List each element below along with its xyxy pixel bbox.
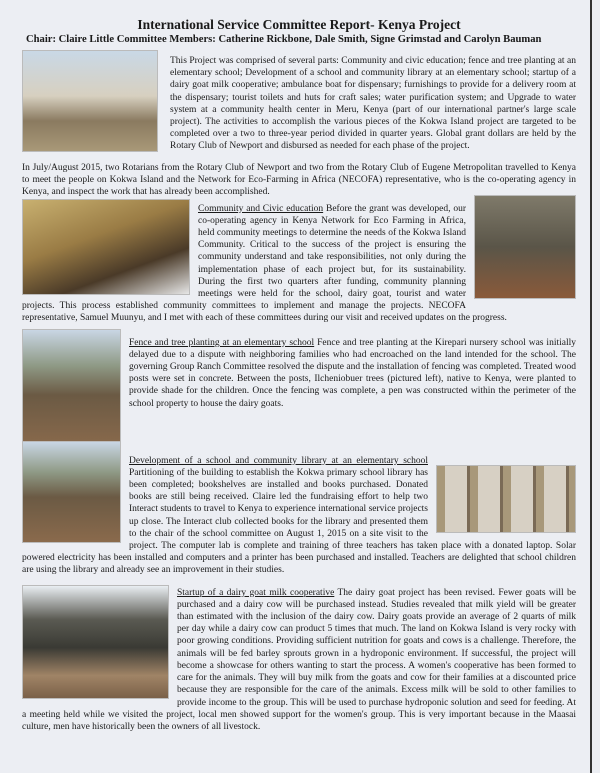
intro-section <box>22 50 576 154</box>
photo-library-shelves <box>436 465 576 533</box>
photo-committee-table <box>474 195 576 299</box>
library-body: Partitioning of the building to establish the Kokwa primary school library has been completed; bookshelves are installed and books purchased. Donated books are still being received. Claire led the fundraising effort to help two Interact students to travel to Kenya to experience international service projects up close. The Interact club collected books for the library and presented them to the chair of the school committee on August 1, 2015 on a site visit to the project. The computer lab is complete and training of three teachers has taken place with a donated laptop. Solar powered electricity has been installed and computers and a printer has been purchased and installed. Teachers are delighted that school children are using the library and already see an improvement in their studies. <box>22 467 576 576</box>
photo-rocky-ground <box>22 441 121 543</box>
photo-goat-pen-construction <box>22 585 169 699</box>
page-edge <box>590 0 592 773</box>
community-heading: Community and Civic education <box>198 203 324 214</box>
section-fence <box>22 329 576 451</box>
fence-body: Fence and tree planting at the Kirepari nursery school was initially delayed due to a dispute with neighboring families who had encroached on the land intended for the school. The governing Group Ranch Committee resolved the dispute and the installation of fencing was completed. Treated wood posts were set in concrete. Between the posts, Ilcheniobuer trees (pictured left), native to Kenya, were planted to provide shade for the children. Once the fencing was complete, a pen was constructed within the perimeter of the school property to house the dairy goats. <box>129 337 576 409</box>
section-library <box>22 441 576 577</box>
library-heading: Development of a school and community library at an elementary school <box>129 455 428 466</box>
goat-heading: Startup of a dairy goat milk cooperative <box>177 587 335 598</box>
committee-line: Chair: Claire Little Committee Members: Catherine Rickbone, Dale Smith, Signe Grimstad and Carolyn Bauman <box>26 34 542 45</box>
report-title: International Service Committee Report- Kenya Project <box>137 17 461 32</box>
report-page <box>22 16 576 733</box>
section-community <box>22 187 576 325</box>
intro-paragraph: This Project was comprised of several parts: Community and civic education; fence and tree planting at an elementary school; Development of a school and community library at an elementary school; startup of a dairy goat milk cooperative; ambulance boat for dispensary; furnishings to provide for a delivery room at the dispensary; tourist toilets and huts for craft sales; water purification system; and Upgrade to water system at a community health center in Meru, Kenya (part of our international partner's large scale project). The activities to accomplish the various pieces of the Kokwa Island project are targeted to be completed over a two to three-year period divided in quarter years. Global grant dollars are held by the Rotary Club of Newport and disbursed as needed for each phase of the project. <box>170 56 576 152</box>
section-dairy-goat <box>22 585 576 733</box>
community-body: Before the grant was developed, our co-operating agency in Kenya Network for Eco Farming in Africa, held community meetings to determine the needs of the Kokwa Island Community. Critical to the success of the project is ensuring the community understand and take responsibilities, not only during the implementation phase of each project but, for its sustainability. During the first two quarters after funding, community planning meetings were held for the school, dairy goat, tourist and water projects. This process established community committees to implement and manage the projects. NECOFA representative, Samuel Muunyu, and I met with each of these committees during our visit and received updates on the progress. <box>22 203 507 324</box>
photo-rotarians-handshake <box>22 50 158 152</box>
photo-fence-trees <box>22 329 121 449</box>
fence-heading: Fence and tree planting at an elementary school <box>129 337 315 348</box>
visit-paragraph: In July/August 2015, two Rotarians from the Rotary Club of Newport and two from the Rotary Club of Eugene Metropolitan travelled to Kenya to meet the people on Kokwa Island and the Network for Eco-Farming in Africa (NECOFA) representative, who is the co-operating agency in Kenya, and inspect the work that has already been accomplished. <box>22 163 576 198</box>
goat-body: The dairy goat project has been revised. Fewer goats will be purchased and a dairy cow will be purchased instead. Studies revealed that milk yield will be greater than estimated with the inclusion of the dairy cow. Dairy goats provide an average of 2 quarts of milk per day while a dairy cow can product 5 times that much. The land on Kokwa Island is very rocky with poor growing conditions. Providing sufficient nutrition for goats and cows is a challenge. Therefore, the animals will be fed barley sprouts grown in a hydroponic environment. If successful, the project will become a showcase for others wanting to start the process. A women's cooperative has been formed to care for the animals. They will buy milk from the goats and cow for their families at a discounted price because they are responsible for the care of the animals. Excess milk will be sold to other families to provide income to the group. This will be used to purchase hydroponic solution and seed for feeding. At a meeting held while we visited the project, local men showed support for the women's group. This is very important because in the Maasai culture, men have historically been the owners of all livestock. <box>22 587 576 732</box>
photo-community-meeting <box>22 199 190 295</box>
